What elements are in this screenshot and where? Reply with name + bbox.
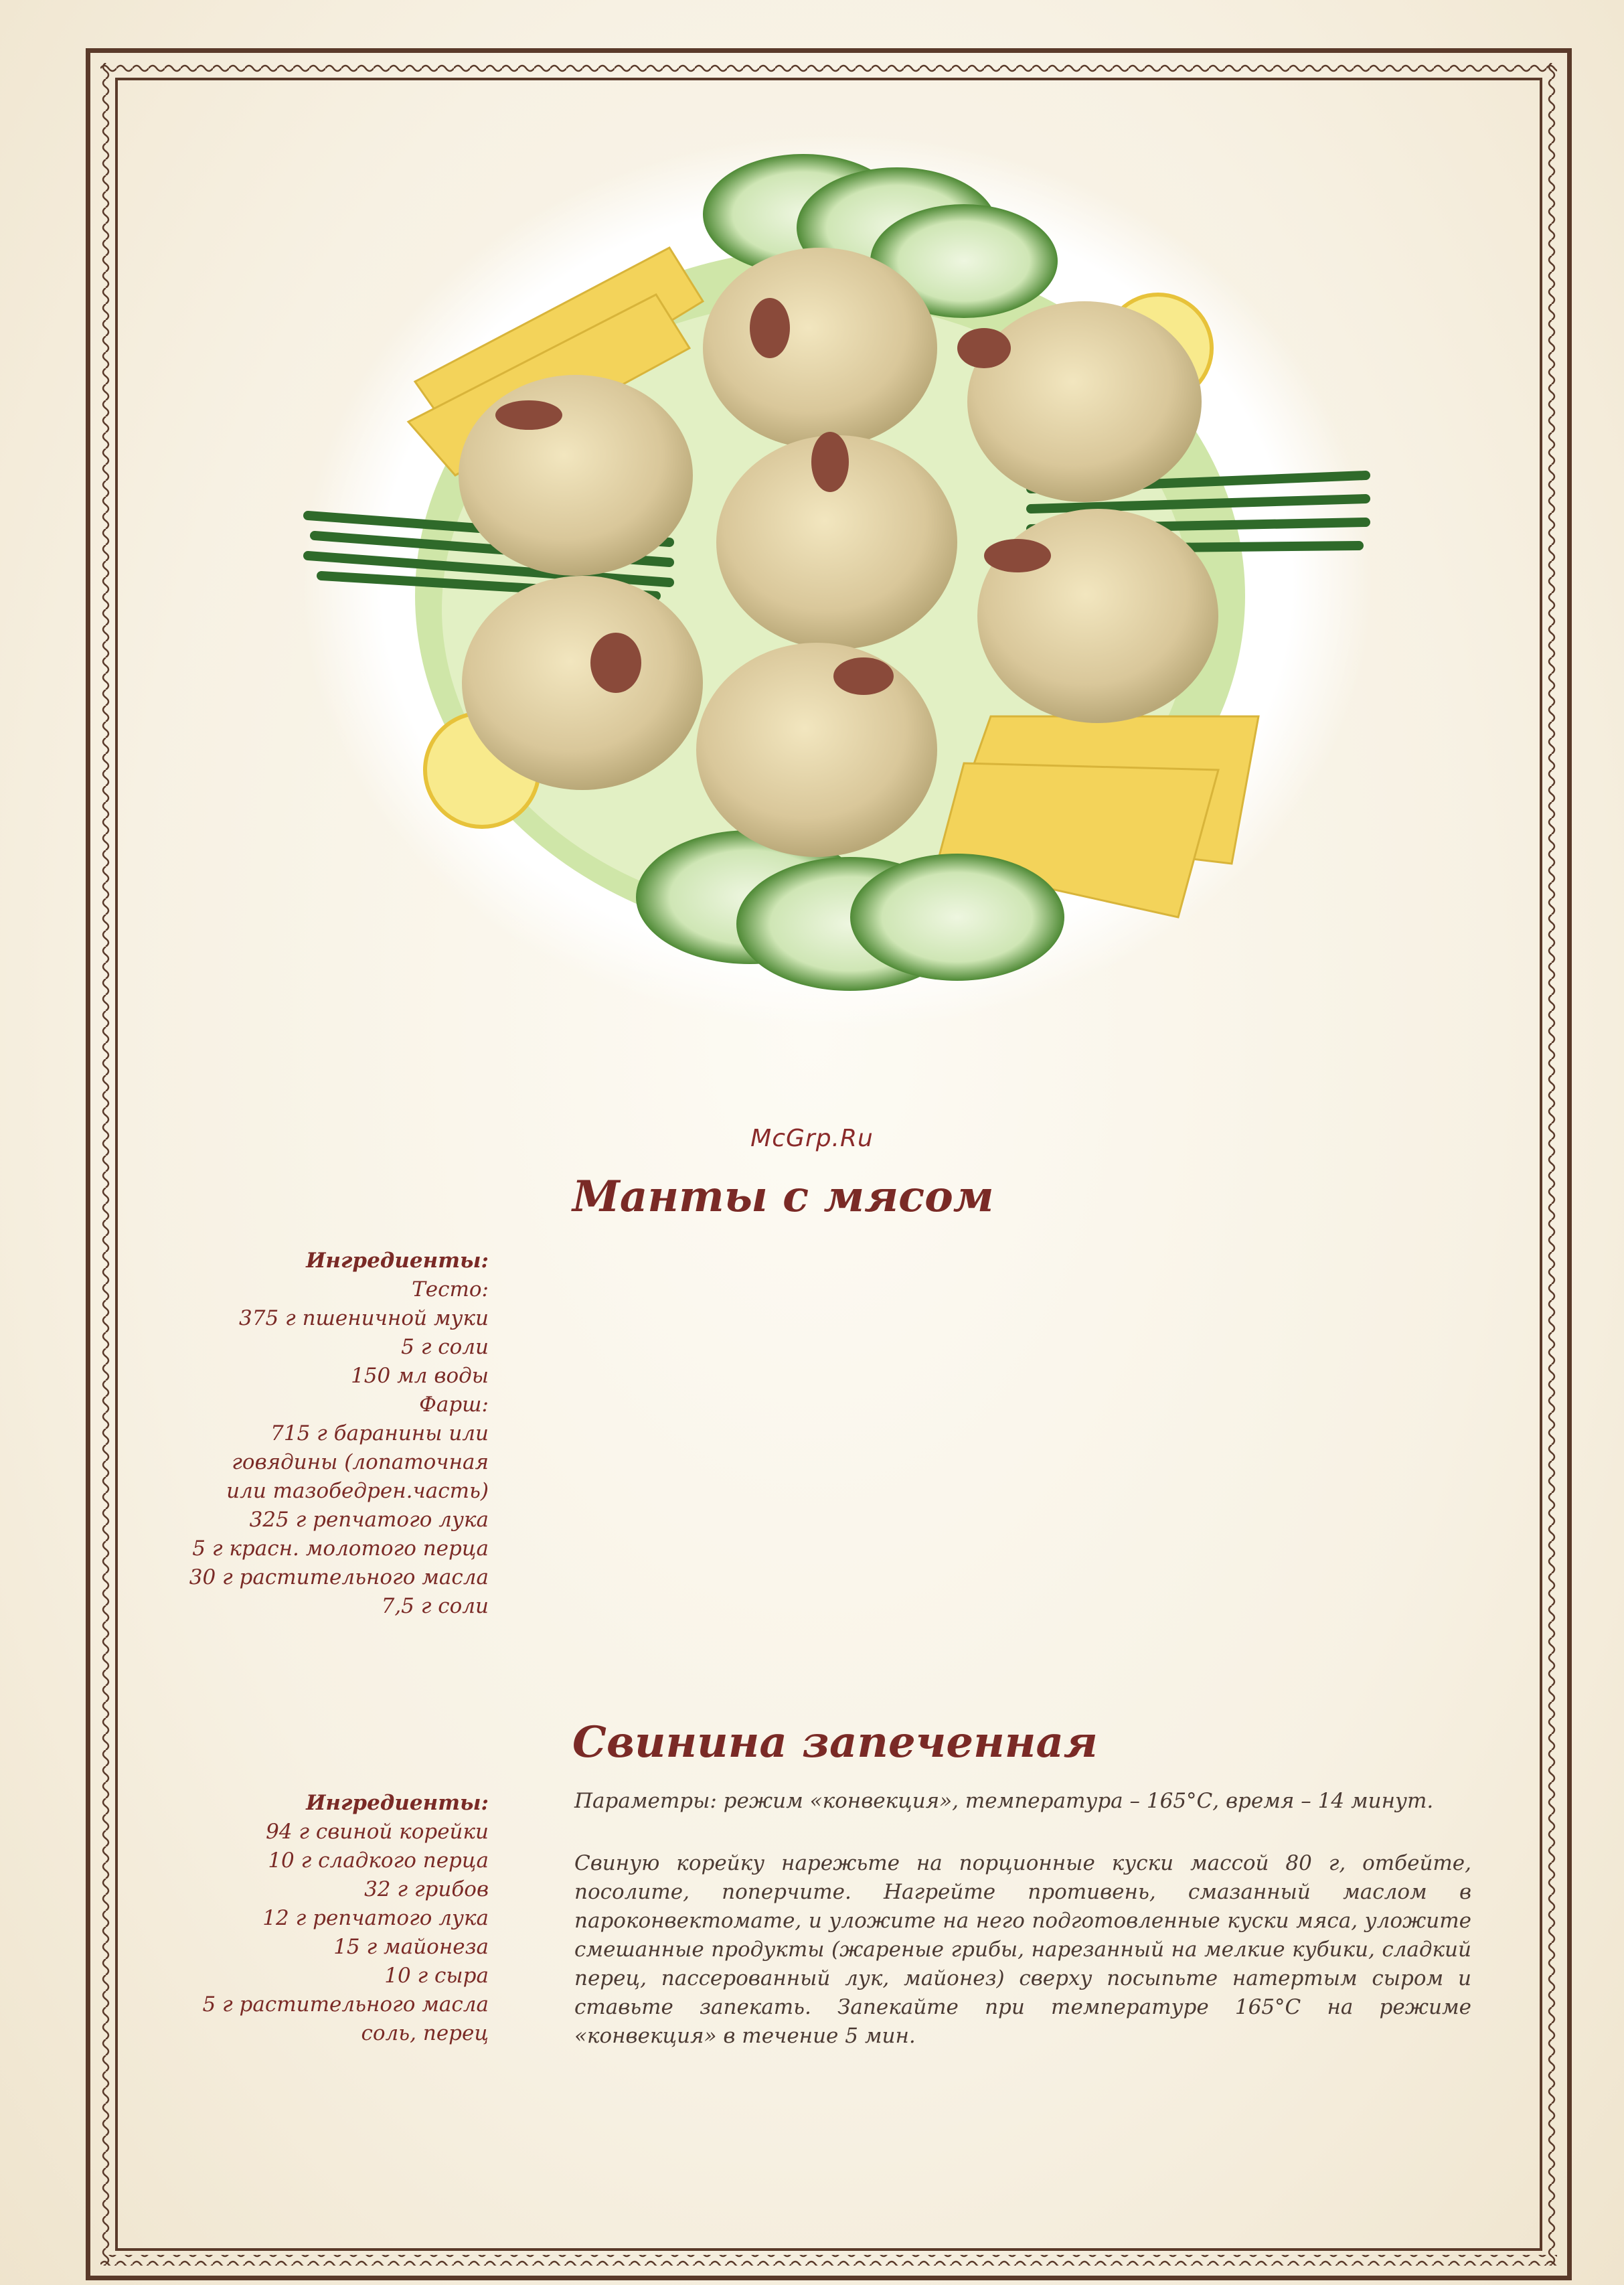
dish-illustration bbox=[295, 127, 1379, 1038]
ingredient-item: 12 г репчатого лука bbox=[262, 1906, 489, 1930]
ingredient-item: 15 г майонеза bbox=[333, 1935, 489, 1959]
ingredient-item: 30 г растительного масла bbox=[189, 1565, 489, 1589]
recipe-title-manti: Манты с мясом bbox=[572, 1172, 994, 1222]
ingredient-item: Тесто: bbox=[412, 1277, 489, 1302]
ingredient-item: Фарш: bbox=[419, 1393, 489, 1417]
ingredients-list-manti bbox=[161, 1247, 489, 1621]
ingredients-list-pork bbox=[161, 1789, 489, 2048]
cooking-parameters: Параметры: режим «конвекция», температура – 165°С, время – 14 минут. bbox=[574, 1789, 1434, 1813]
ingredient-item: 94 г свиной корейки bbox=[266, 1820, 489, 1844]
ingredient-item: или тазобедрен.часть) bbox=[226, 1479, 489, 1503]
ingredient-item: 32 г грибов bbox=[364, 1877, 489, 1901]
ingredient-item: 5 г растительного масла bbox=[202, 1992, 489, 2017]
ingredient-item: 715 г баранины или bbox=[270, 1421, 489, 1445]
ingredients-heading: Ингредиенты: bbox=[306, 1249, 489, 1273]
watermark: McGrp.Ru bbox=[750, 1125, 874, 1152]
ingredient-item: говядины (лопаточная bbox=[232, 1450, 489, 1474]
ingredient-item: 325 г репчатого лука bbox=[249, 1508, 489, 1532]
ingredient-item: 375 г пшеничной муки bbox=[239, 1306, 489, 1330]
ingredient-item: соль, перец bbox=[361, 2021, 489, 2045]
recipe-title-pork: Свинина запеченная bbox=[572, 1717, 1098, 1767]
ingredient-item: 10 г сыра bbox=[384, 1964, 489, 1988]
ingredients-heading: Ингредиенты: bbox=[306, 1791, 489, 1815]
ingredient-item: 5 г соли bbox=[401, 1335, 489, 1359]
ingredient-item: 150 мл воды bbox=[351, 1364, 489, 1388]
ingredient-item: 10 г сладкого перца bbox=[268, 1848, 489, 1873]
cooking-method: Свиную корейку нарежьте на порционные куски массой 80 г, отбейте, посолите, поперчите. Нагрейте противень, смазанный маслом в пароконвектомате, и уложите на него подготовленные куски мяса, уложите смешанные продукты (жареные грибы, нарезанный на мелкие кубики, сладкий перец, пассерованный лук, майонез) сверху посыпьте натертым сыром и ставьте запекать. Запекайте при температуре 165°С на режиме «конвекция» в течение 5 мин. bbox=[574, 1851, 1471, 2048]
ingredient-item: 7,5 г соли bbox=[381, 1594, 489, 1618]
ingredient-item: 5 г красн. молотого перца bbox=[192, 1537, 489, 1561]
